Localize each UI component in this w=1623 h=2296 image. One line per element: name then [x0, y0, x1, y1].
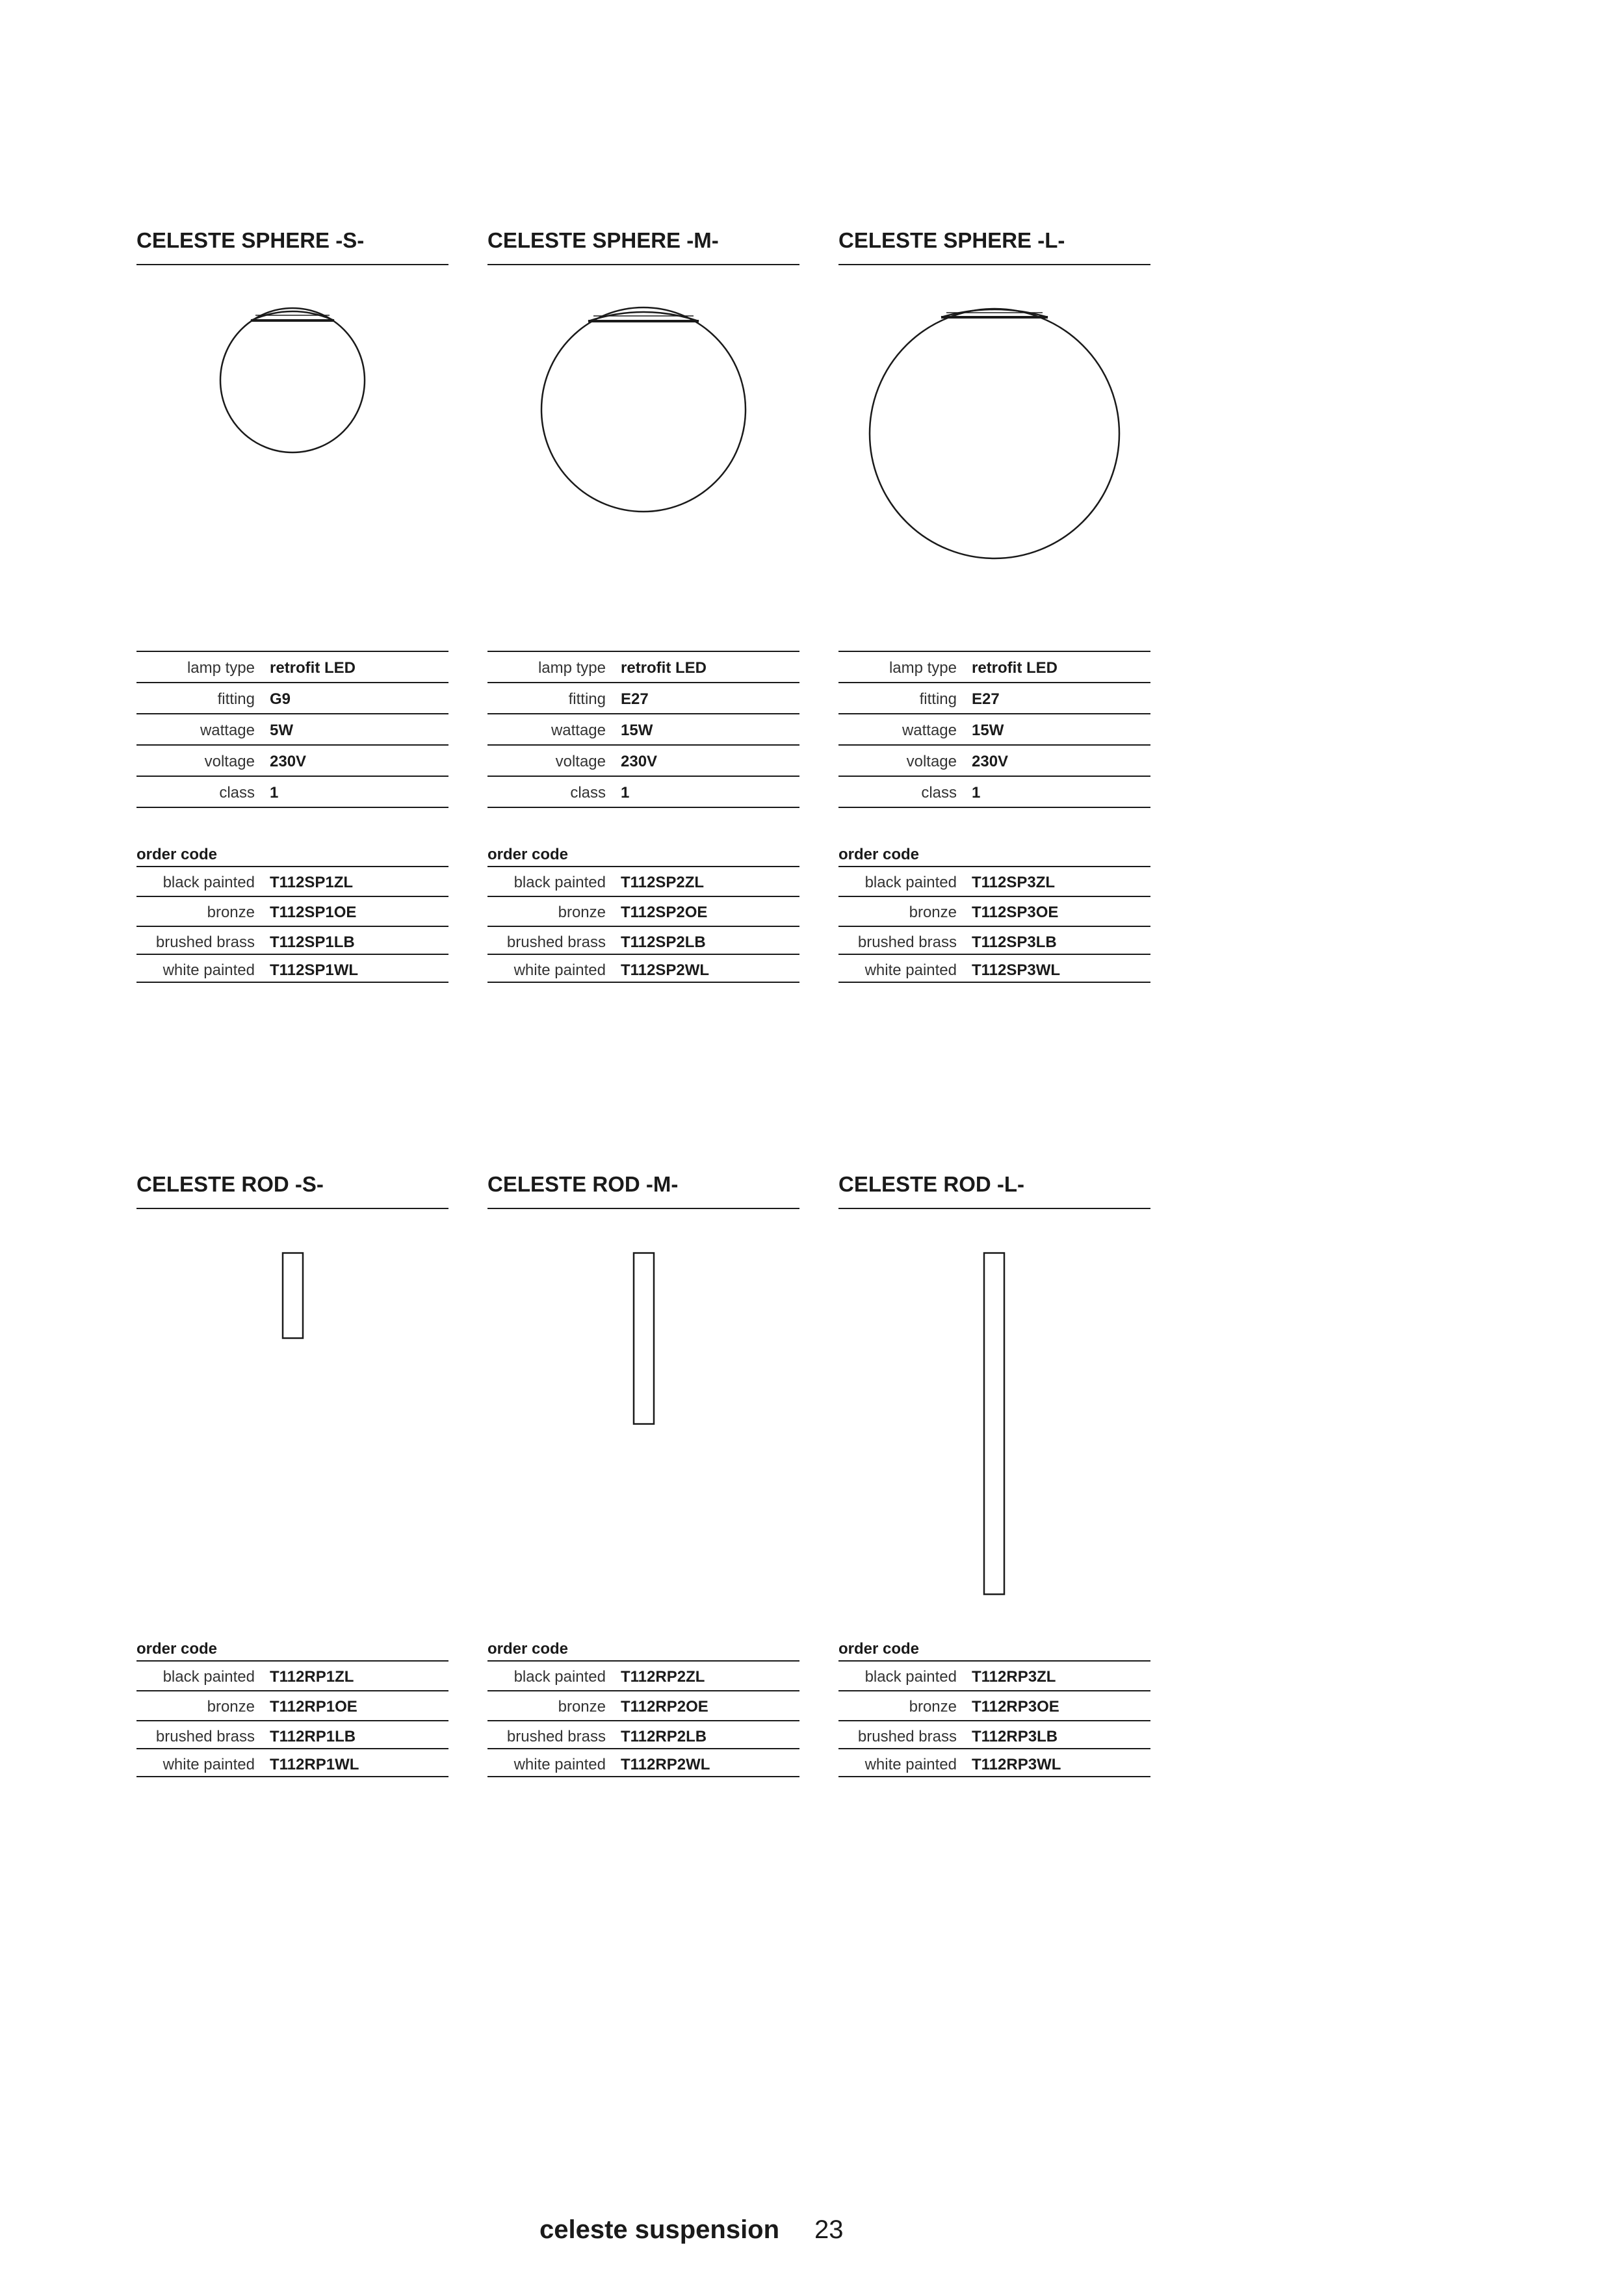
- order-row: [838, 1749, 1150, 1777]
- order-code: T112SP2ZL: [621, 874, 705, 891]
- order-code: T112RP2WL: [621, 1756, 710, 1773]
- finish-label: brushed brass: [506, 1728, 606, 1745]
- order-row: [487, 927, 799, 955]
- spec-label: fitting: [217, 690, 255, 708]
- spec-label: fitting: [568, 690, 606, 708]
- spec-value: retrofit LED: [270, 659, 356, 677]
- finish-label: white painted: [513, 1756, 606, 1773]
- spec-row: [487, 683, 799, 714]
- product-title: CELESTE SPHERE -S-: [136, 229, 448, 265]
- finish-label: bronze: [909, 904, 957, 921]
- finish-label: brushed brass: [155, 933, 255, 951]
- spec-row: [487, 777, 799, 808]
- spec-label: voltage: [555, 753, 606, 770]
- order-code: T112SP1LB: [270, 933, 355, 951]
- order-code: T112SP3OE: [972, 904, 1059, 921]
- finish-label: brushed brass: [506, 933, 606, 951]
- order-row: [838, 1721, 1150, 1749]
- footer-product-name: celeste suspension: [539, 2215, 780, 2244]
- order-code: T112SP2WL: [621, 961, 710, 979]
- rod-l-drawing: [838, 1252, 1150, 1597]
- order-code-heading: order code: [487, 844, 799, 867]
- order-row: [838, 927, 1150, 955]
- order-row: [136, 1691, 448, 1721]
- order-row: [136, 1749, 448, 1777]
- order-code-table: [487, 1638, 799, 1777]
- spec-value: E27: [972, 690, 1000, 708]
- spec-row: [136, 777, 448, 808]
- order-code: T112SP1OE: [270, 904, 357, 921]
- finish-label: bronze: [207, 1698, 255, 1715]
- spec-value: 1: [621, 784, 630, 802]
- finish-label: black painted: [162, 874, 255, 891]
- spec-row: [136, 746, 448, 777]
- finish-label: black painted: [513, 1668, 606, 1686]
- spec-table: [136, 651, 448, 808]
- order-code-heading: order code: [136, 1638, 448, 1662]
- order-row: [487, 955, 799, 983]
- finish-label: brushed brass: [155, 1728, 255, 1745]
- spec-value: 1: [270, 784, 279, 802]
- order-code: T112RP3OE: [972, 1698, 1059, 1715]
- spec-row: [838, 777, 1150, 808]
- spec-value: 1: [972, 784, 981, 802]
- order-code: T112SP2LB: [621, 933, 706, 951]
- order-row: [487, 867, 799, 897]
- order-row: [487, 1662, 799, 1691]
- spec-value: 15W: [972, 722, 1004, 739]
- product-title: CELESTE ROD -M-: [487, 1173, 799, 1209]
- order-code-table: [487, 844, 799, 983]
- spec-table: [487, 651, 799, 808]
- order-code-heading: order code: [838, 1638, 1150, 1662]
- spec-row: [136, 652, 448, 683]
- order-row: [838, 867, 1150, 897]
- rod-s-drawing: [136, 1252, 448, 1343]
- finish-label: bronze: [558, 904, 606, 921]
- spec-label: lamp type: [889, 659, 957, 677]
- product-title: CELESTE SPHERE -M-: [487, 229, 799, 265]
- spec-value: retrofit LED: [972, 659, 1058, 677]
- spec-label: voltage: [906, 753, 957, 770]
- order-code-table: [136, 1638, 448, 1777]
- order-code-heading: order code: [487, 1638, 799, 1662]
- order-code: T112RP1OE: [270, 1698, 357, 1715]
- finish-label: white painted: [513, 961, 606, 979]
- finish-label: bronze: [207, 904, 255, 921]
- page-number: 23: [814, 2215, 844, 2244]
- spec-table: [838, 651, 1150, 808]
- finish-label: brushed brass: [857, 933, 957, 951]
- order-code: T112SP1ZL: [270, 874, 354, 891]
- order-code: T112RP2LB: [621, 1728, 707, 1745]
- order-code: T112RP3ZL: [972, 1668, 1056, 1686]
- finish-label: black painted: [864, 1668, 957, 1686]
- sphere-l-drawing: [838, 306, 1150, 566]
- product-title: CELESTE SPHERE -L-: [838, 229, 1150, 265]
- finish-label: white painted: [864, 1756, 957, 1773]
- spec-value: 5W: [270, 722, 293, 739]
- spec-label: fitting: [919, 690, 957, 708]
- order-code: T112RP2ZL: [621, 1668, 705, 1686]
- spec-label: wattage: [551, 722, 606, 739]
- spec-label: lamp type: [538, 659, 606, 677]
- order-code-heading: order code: [838, 844, 1150, 867]
- order-row: [838, 897, 1150, 927]
- order-row: [487, 1721, 799, 1749]
- spec-row: [136, 714, 448, 746]
- order-code-table: [838, 844, 1150, 983]
- spec-row: [487, 652, 799, 683]
- finish-label: black painted: [513, 874, 606, 891]
- order-code: T112SP2OE: [621, 904, 708, 921]
- spec-value: retrofit LED: [621, 659, 707, 677]
- order-code: T112SP3ZL: [972, 874, 1056, 891]
- order-row: [487, 1691, 799, 1721]
- spec-label: wattage: [200, 722, 255, 739]
- spec-value: 230V: [621, 753, 658, 770]
- order-code: T112SP1WL: [270, 961, 359, 979]
- spec-label: class: [570, 784, 606, 802]
- spec-row: [136, 683, 448, 714]
- order-row: [136, 897, 448, 927]
- spec-row: [838, 652, 1150, 683]
- spec-label: class: [921, 784, 957, 802]
- product-title: CELESTE ROD -S-: [136, 1173, 448, 1209]
- finish-label: black painted: [864, 874, 957, 891]
- finish-label: bronze: [558, 1698, 606, 1715]
- order-code: T112RP1WL: [270, 1756, 359, 1773]
- order-row: [136, 955, 448, 983]
- finish-label: white painted: [162, 1756, 255, 1773]
- spec-label: voltage: [204, 753, 255, 770]
- order-code-table: [838, 1638, 1150, 1777]
- product-title: CELESTE ROD -L-: [838, 1173, 1150, 1209]
- spec-value: E27: [621, 690, 649, 708]
- order-row: [136, 867, 448, 897]
- spec-row: [838, 683, 1150, 714]
- spec-value: 15W: [621, 722, 653, 739]
- sphere-s-drawing: [136, 306, 448, 462]
- order-code: T112RP1LB: [270, 1728, 356, 1745]
- order-code: T112SP3WL: [972, 961, 1061, 979]
- spec-row: [838, 746, 1150, 777]
- order-row: [136, 1721, 448, 1749]
- order-row: [136, 1662, 448, 1691]
- page-footer: [539, 2215, 844, 2245]
- spec-value: 230V: [972, 753, 1009, 770]
- spec-label: lamp type: [187, 659, 255, 677]
- order-code: T112RP3LB: [972, 1728, 1058, 1745]
- order-code: T112RP2OE: [621, 1698, 708, 1715]
- spec-label: class: [219, 784, 255, 802]
- finish-label: bronze: [909, 1698, 957, 1715]
- order-row: [838, 1662, 1150, 1691]
- order-row: [838, 955, 1150, 983]
- order-code: T112SP3LB: [972, 933, 1057, 951]
- finish-label: black painted: [162, 1668, 255, 1686]
- order-row: [487, 897, 799, 927]
- spec-row: [487, 746, 799, 777]
- sphere-m-drawing: [487, 306, 799, 520]
- order-code-table: [136, 844, 448, 983]
- rod-m-drawing: [487, 1252, 799, 1428]
- order-row: [136, 927, 448, 955]
- spec-label: wattage: [902, 722, 957, 739]
- spec-value: G9: [270, 690, 291, 708]
- finish-label: white painted: [864, 961, 957, 979]
- order-code-heading: order code: [136, 844, 448, 867]
- order-row: [838, 1691, 1150, 1721]
- finish-label: brushed brass: [857, 1728, 957, 1745]
- spec-row: [838, 714, 1150, 746]
- order-code: T112RP3WL: [972, 1756, 1061, 1773]
- finish-label: white painted: [162, 961, 255, 979]
- spec-value: 230V: [270, 753, 307, 770]
- order-row: [487, 1749, 799, 1777]
- spec-row: [487, 714, 799, 746]
- order-code: T112RP1ZL: [270, 1668, 354, 1686]
